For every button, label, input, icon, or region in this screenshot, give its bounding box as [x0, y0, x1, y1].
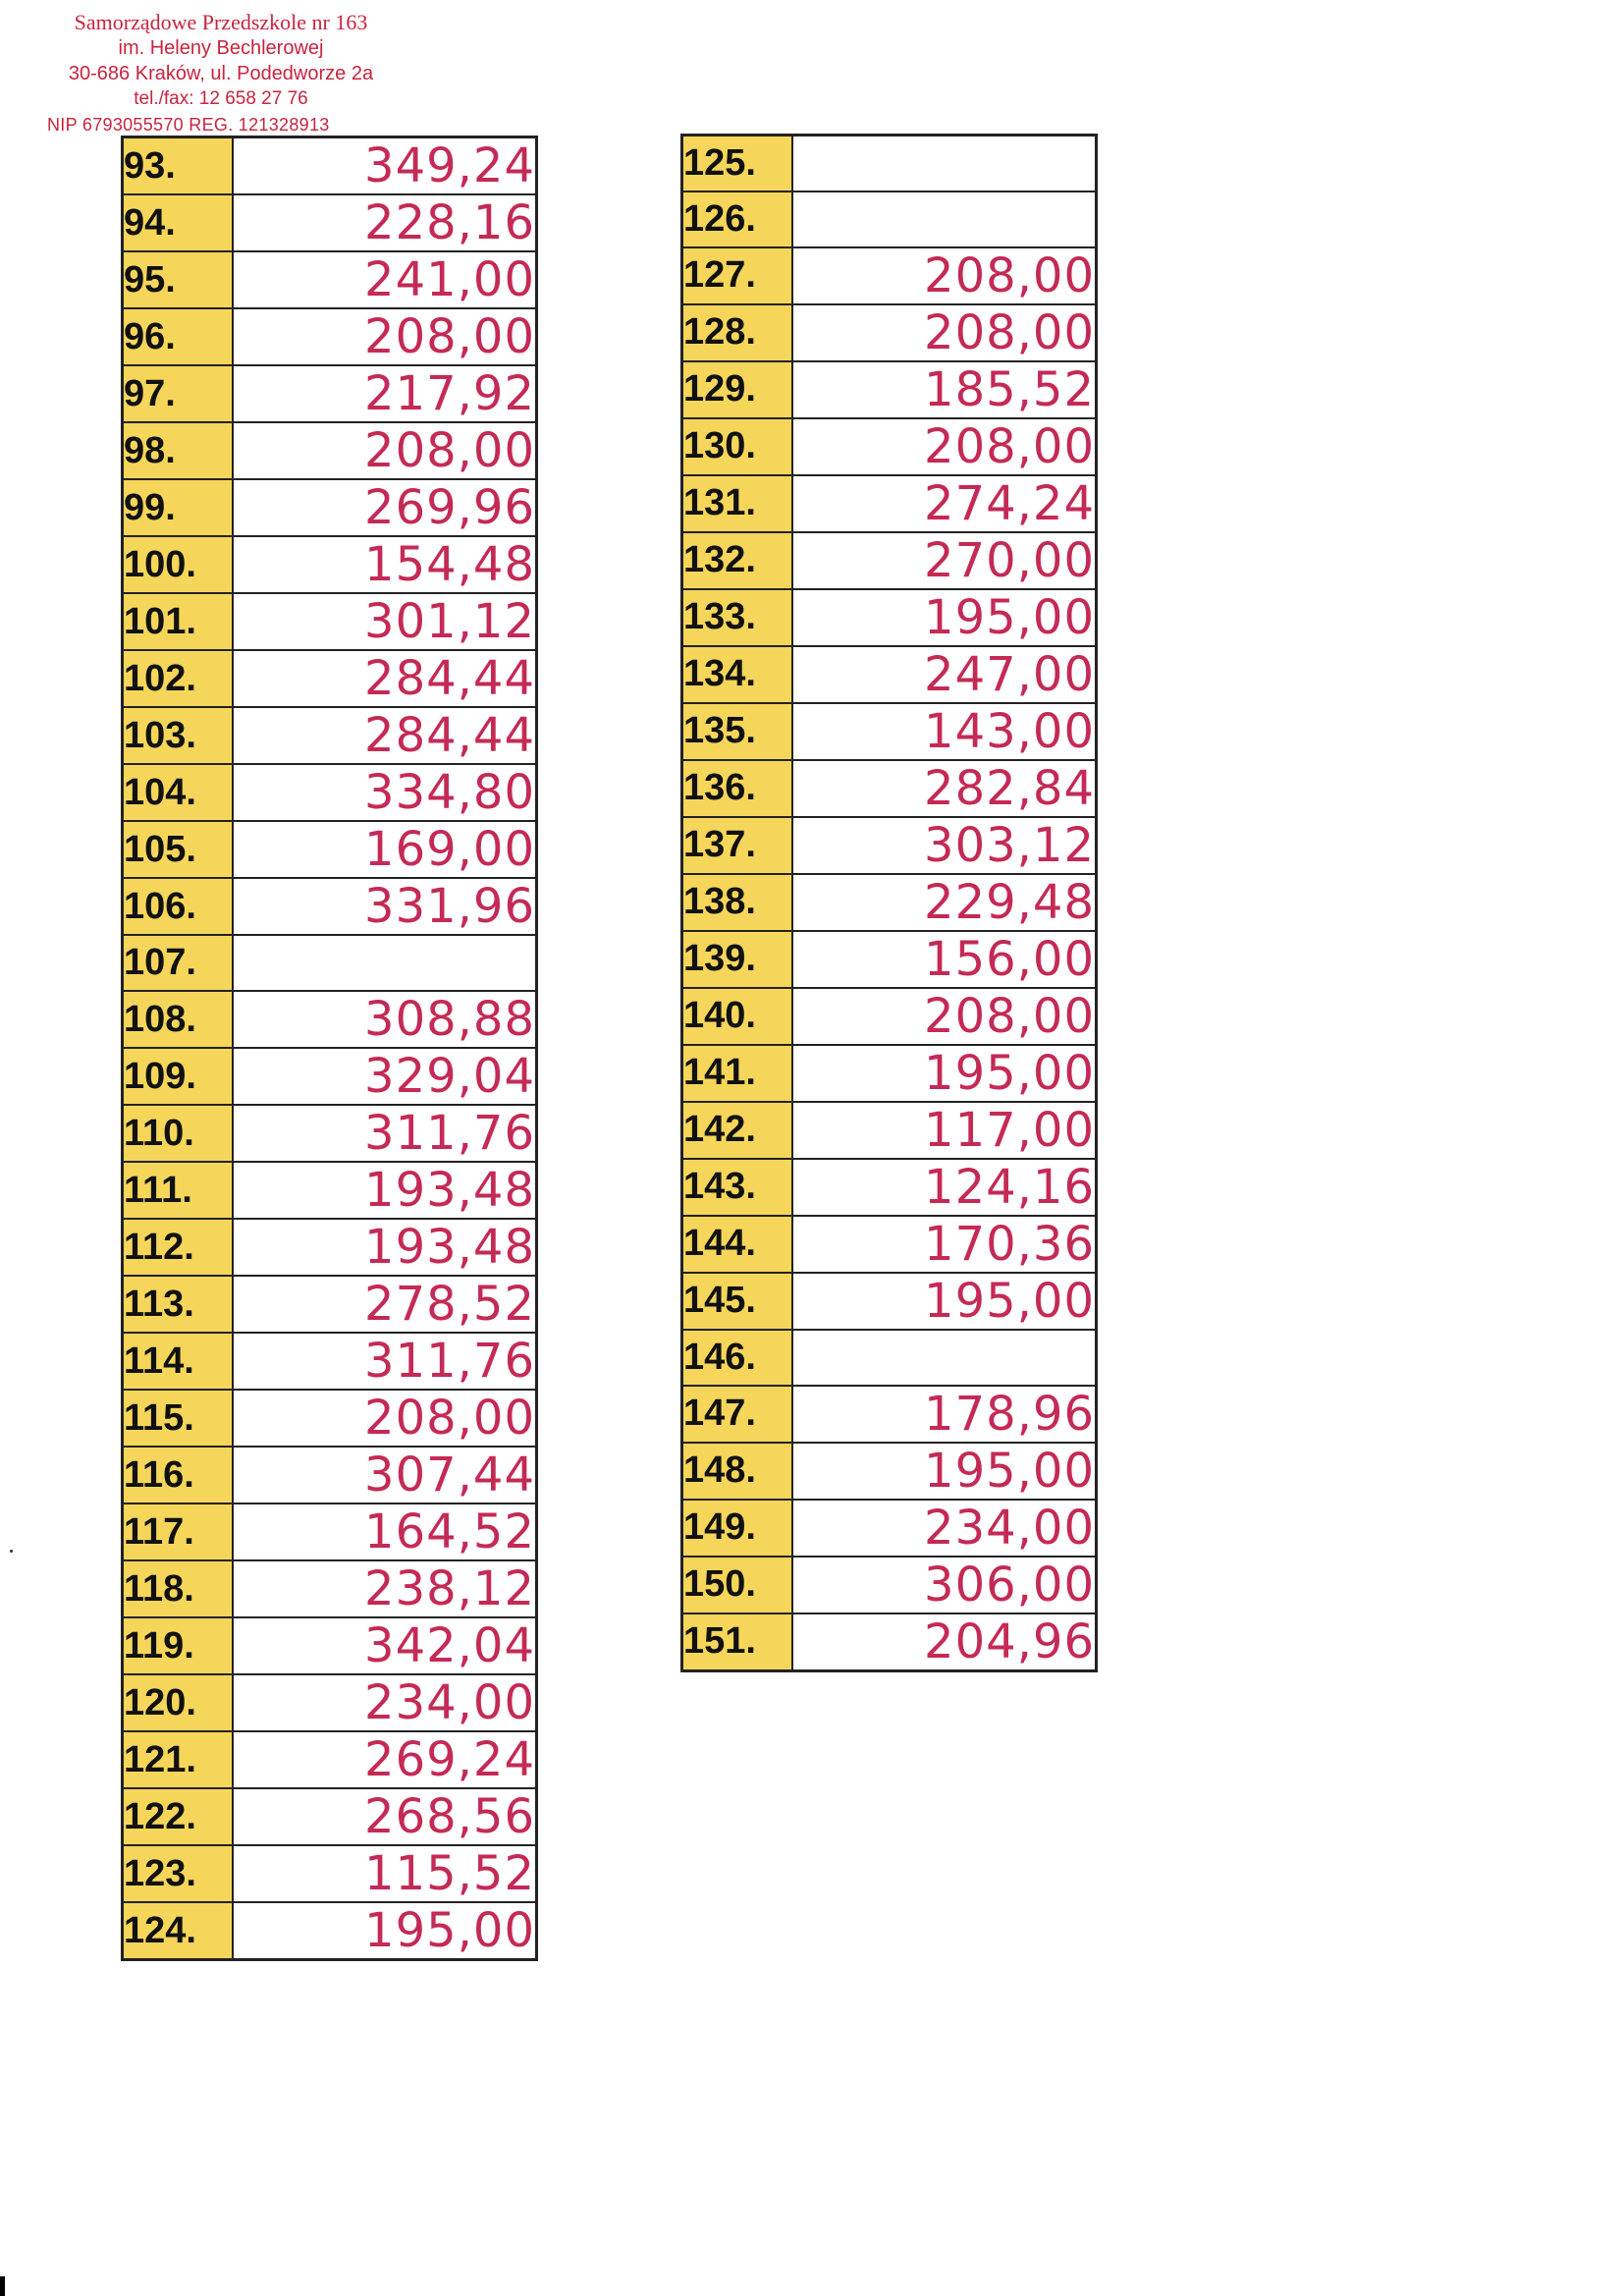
- amount-value: 349,24: [233, 137, 537, 195]
- table-row: [682, 1216, 1097, 1273]
- row-number: 107.: [123, 935, 233, 991]
- amount-value: 278,52: [233, 1276, 537, 1333]
- table-row: [682, 136, 1097, 191]
- amount-value: 306,00: [792, 1557, 1097, 1613]
- stamp-tax-ids: NIP 6793055570 REG. 121328913: [47, 115, 330, 135]
- amount-value: 241,00: [233, 251, 537, 308]
- table-row: [123, 764, 537, 821]
- table-row: [123, 593, 537, 650]
- table-row: [682, 817, 1097, 874]
- table-row: [123, 194, 537, 251]
- table-row: [123, 1788, 537, 1845]
- amount-value: 217,92: [233, 365, 537, 422]
- amount-value: 208,00: [233, 1390, 537, 1447]
- table-row: [123, 1048, 537, 1105]
- scan-speck: [10, 1550, 13, 1553]
- row-number: 118.: [123, 1560, 233, 1617]
- stamp-institution-name: Samorządowe Przedszkole nr 163: [74, 10, 368, 34]
- amount-value: 208,00: [233, 308, 537, 365]
- amount-value: 185,52: [792, 361, 1097, 418]
- table-row: [682, 703, 1097, 760]
- row-number: 114.: [123, 1333, 233, 1390]
- amount-value: 238,12: [233, 1560, 537, 1617]
- table-row: [123, 1333, 537, 1390]
- table-row: [123, 479, 537, 536]
- scan-edge-mark: [0, 2276, 5, 2296]
- amount-value: 311,76: [233, 1105, 537, 1162]
- row-number: 110.: [123, 1105, 233, 1162]
- row-number: 149.: [682, 1500, 792, 1557]
- table-row: [123, 707, 537, 764]
- amount-value: 284,44: [233, 707, 537, 764]
- amounts-table-left-body: [123, 137, 537, 1960]
- table-row: [682, 304, 1097, 361]
- row-number: 151.: [682, 1613, 792, 1671]
- table-row: [682, 532, 1097, 589]
- amount-value: 311,76: [233, 1333, 537, 1390]
- row-number: 93.: [123, 137, 233, 195]
- row-number: 95.: [123, 251, 233, 308]
- row-number: 101.: [123, 593, 233, 650]
- table-row: [123, 1219, 537, 1276]
- amount-value: 204,96: [792, 1613, 1097, 1671]
- amount-value: 229,48: [792, 874, 1097, 931]
- amount-value: [792, 1330, 1097, 1386]
- row-number: 139.: [682, 931, 792, 988]
- table-row: [123, 821, 537, 878]
- row-number: 117.: [123, 1503, 233, 1560]
- amount-value: 164,52: [233, 1503, 537, 1560]
- table-row: [682, 1613, 1097, 1671]
- table-row: [682, 191, 1097, 247]
- table-row: [123, 365, 537, 422]
- amount-value: 195,00: [792, 1045, 1097, 1102]
- table-row: [123, 1162, 537, 1219]
- row-number: 113.: [123, 1276, 233, 1333]
- amount-value: 154,48: [233, 536, 537, 593]
- row-number: 103.: [123, 707, 233, 764]
- table-row: [682, 1273, 1097, 1330]
- table-row: [123, 1617, 537, 1674]
- amount-value: 331,96: [233, 878, 537, 935]
- amount-value: 170,36: [792, 1216, 1097, 1273]
- table-row: [123, 1276, 537, 1333]
- table-row: [682, 247, 1097, 304]
- amount-value: [792, 191, 1097, 247]
- row-number: 127.: [682, 247, 792, 304]
- amount-value: 307,44: [233, 1447, 537, 1503]
- table-row: [682, 874, 1097, 931]
- table-row: [682, 1045, 1097, 1102]
- table-row: [682, 1386, 1097, 1443]
- row-number: 124.: [123, 1902, 233, 1960]
- table-row: [123, 1105, 537, 1162]
- amount-value: 269,96: [233, 479, 537, 536]
- stamp-address: 30-686 Kraków, ul. Podedworze 2a: [68, 63, 374, 84]
- table-row: [682, 760, 1097, 817]
- amount-value: 228,16: [233, 194, 537, 251]
- row-number: 148.: [682, 1443, 792, 1500]
- table-row: [682, 1330, 1097, 1386]
- row-number: 134.: [682, 646, 792, 703]
- amount-value: 269,24: [233, 1731, 537, 1788]
- table-row: [682, 646, 1097, 703]
- row-number: 115.: [123, 1390, 233, 1447]
- amount-value: 342,04: [233, 1617, 537, 1674]
- amount-value: 193,48: [233, 1162, 537, 1219]
- amount-value: 143,00: [792, 703, 1097, 760]
- row-number: 99.: [123, 479, 233, 536]
- row-number: 121.: [123, 1731, 233, 1788]
- table-row: [682, 1443, 1097, 1500]
- table-row: [682, 361, 1097, 418]
- amount-value: 303,12: [792, 817, 1097, 874]
- amount-value: 195,00: [233, 1902, 537, 1960]
- row-number: 104.: [123, 764, 233, 821]
- row-number: 106.: [123, 878, 233, 935]
- amount-value: 270,00: [792, 532, 1097, 589]
- row-number: 100.: [123, 536, 233, 593]
- amount-value: 195,00: [792, 1273, 1097, 1330]
- amount-value: 193,48: [233, 1219, 537, 1276]
- amount-value: 329,04: [233, 1048, 537, 1105]
- amount-value: 208,00: [233, 422, 537, 479]
- amount-value: 115,52: [233, 1845, 537, 1902]
- stamp-patron: im. Heleny Bechlerowej: [118, 37, 324, 59]
- row-number: 141.: [682, 1045, 792, 1102]
- table-row: [682, 988, 1097, 1045]
- row-number: 136.: [682, 760, 792, 817]
- row-number: 109.: [123, 1048, 233, 1105]
- table-row: [682, 589, 1097, 646]
- amount-value: 178,96: [792, 1386, 1097, 1443]
- table-row: [123, 422, 537, 479]
- amount-value: 334,80: [233, 764, 537, 821]
- amount-value: 282,84: [792, 760, 1097, 817]
- row-number: 116.: [123, 1447, 233, 1503]
- stamp-phone: tel./fax: 12 658 27 76: [134, 88, 308, 109]
- table-row: [123, 935, 537, 991]
- amount-value: 247,00: [792, 646, 1097, 703]
- row-number: 142.: [682, 1102, 792, 1159]
- row-number: 135.: [682, 703, 792, 760]
- amount-value: 208,00: [792, 247, 1097, 304]
- table-row: [682, 418, 1097, 475]
- table-row: [682, 931, 1097, 988]
- row-number: 94.: [123, 194, 233, 251]
- row-number: 132.: [682, 532, 792, 589]
- table-row: [123, 1560, 537, 1617]
- row-number: 125.: [682, 136, 792, 191]
- amount-value: 169,00: [233, 821, 537, 878]
- table-row: [123, 536, 537, 593]
- row-number: 145.: [682, 1273, 792, 1330]
- table-row: [682, 1102, 1097, 1159]
- row-number: 112.: [123, 1219, 233, 1276]
- table-row: [123, 650, 537, 707]
- row-number: 96.: [123, 308, 233, 365]
- amount-value: 284,44: [233, 650, 537, 707]
- amount-value: 156,00: [792, 931, 1097, 988]
- amount-value: 124,16: [792, 1159, 1097, 1216]
- row-number: 122.: [123, 1788, 233, 1845]
- amount-value: 195,00: [792, 1443, 1097, 1500]
- row-number: 143.: [682, 1159, 792, 1216]
- amount-value: 308,88: [233, 991, 537, 1048]
- row-number: 98.: [123, 422, 233, 479]
- table-row: [682, 1557, 1097, 1613]
- row-number: 146.: [682, 1330, 792, 1386]
- amount-value: [792, 136, 1097, 191]
- amount-value: 195,00: [792, 589, 1097, 646]
- row-number: 129.: [682, 361, 792, 418]
- row-number: 105.: [123, 821, 233, 878]
- row-number: 147.: [682, 1386, 792, 1443]
- amount-value: 208,00: [792, 304, 1097, 361]
- row-number: 119.: [123, 1617, 233, 1674]
- table-row: [682, 475, 1097, 532]
- table-row: [123, 1902, 537, 1960]
- row-number: 150.: [682, 1557, 792, 1613]
- table-row: [123, 1503, 537, 1560]
- row-number: 133.: [682, 589, 792, 646]
- row-number: 97.: [123, 365, 233, 422]
- amount-value: 301,12: [233, 593, 537, 650]
- row-number: 108.: [123, 991, 233, 1048]
- table-row: [123, 1447, 537, 1503]
- institution-stamp: [39, 10, 403, 137]
- table-row: [123, 1731, 537, 1788]
- row-number: 102.: [123, 650, 233, 707]
- amounts-table-right: [680, 134, 1098, 1672]
- row-number: 131.: [682, 475, 792, 532]
- table-row: [123, 991, 537, 1048]
- row-number: 138.: [682, 874, 792, 931]
- amount-value: 234,00: [233, 1674, 537, 1731]
- row-number: 137.: [682, 817, 792, 874]
- amount-value: 234,00: [792, 1500, 1097, 1557]
- amount-value: 208,00: [792, 988, 1097, 1045]
- row-number: 144.: [682, 1216, 792, 1273]
- row-number: 120.: [123, 1674, 233, 1731]
- amount-value: 208,00: [792, 418, 1097, 475]
- amounts-table-left: [121, 136, 538, 1961]
- amount-value: 117,00: [792, 1102, 1097, 1159]
- amount-value: [233, 935, 537, 991]
- table-row: [123, 137, 537, 195]
- table-row: [123, 308, 537, 365]
- table-row: [682, 1159, 1097, 1216]
- row-number: 128.: [682, 304, 792, 361]
- row-number: 130.: [682, 418, 792, 475]
- amount-value: 268,56: [233, 1788, 537, 1845]
- amounts-table-right-body: [682, 136, 1097, 1671]
- row-number: 123.: [123, 1845, 233, 1902]
- table-row: [682, 1500, 1097, 1557]
- amount-value: 274,24: [792, 475, 1097, 532]
- row-number: 140.: [682, 988, 792, 1045]
- row-number: 111.: [123, 1162, 233, 1219]
- row-number: 126.: [682, 191, 792, 247]
- table-row: [123, 1390, 537, 1447]
- table-row: [123, 1674, 537, 1731]
- table-row: [123, 251, 537, 308]
- table-row: [123, 1845, 537, 1902]
- table-row: [123, 878, 537, 935]
